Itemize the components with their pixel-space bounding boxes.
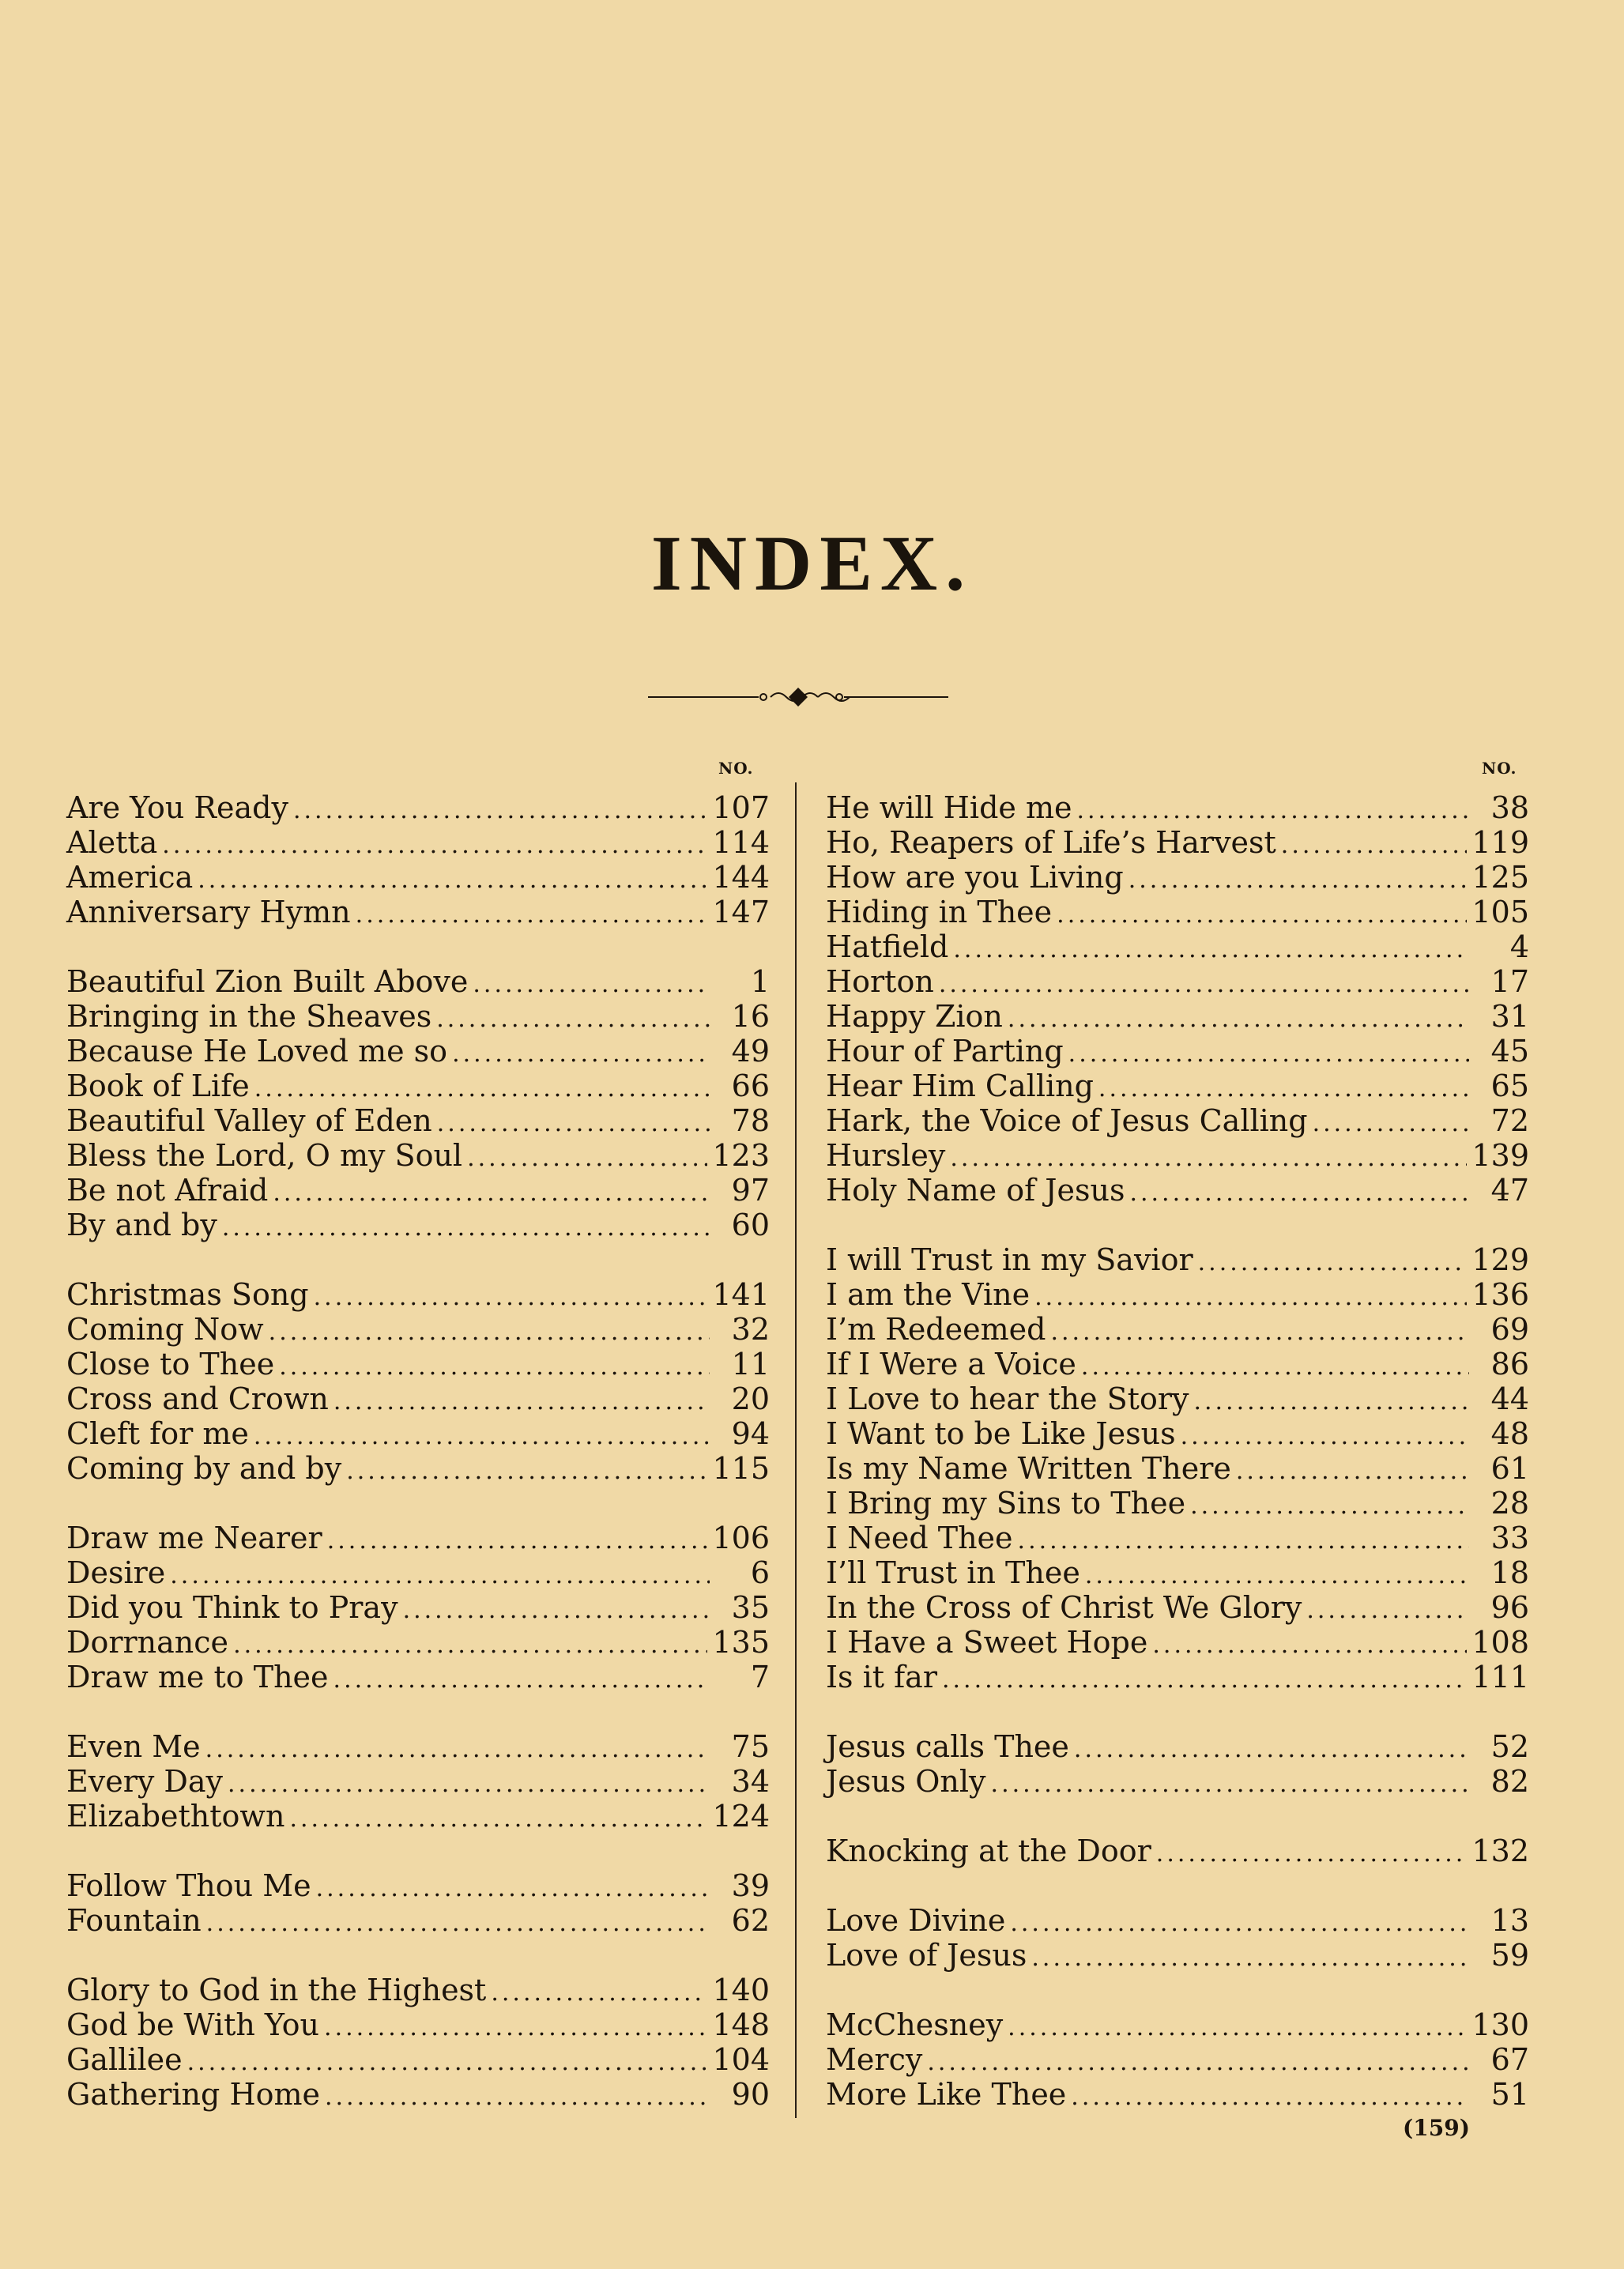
index-entry [826, 860, 1529, 895]
dot-leader [403, 1593, 710, 1628]
index-entry [826, 1660, 1529, 1694]
index-entry [826, 1486, 1529, 1521]
index-entry [66, 1625, 770, 1660]
hymn-title: If I Were a Voice [826, 1347, 1076, 1381]
dot-leader [162, 828, 707, 863]
hymn-title: Is it far [826, 1660, 937, 1694]
hymn-number: 72 [1490, 1103, 1529, 1138]
page-number: (159) [1403, 2115, 1470, 2141]
hymn-number: 65 [1490, 1069, 1529, 1103]
hymn-title: I Need Thee [826, 1521, 1013, 1555]
dot-leader [927, 2045, 1469, 2080]
left-entry-list [66, 790, 770, 2112]
index-entry [826, 2007, 1529, 2042]
index-entry [66, 999, 770, 1034]
hymn-title: Beautiful Zion Built Above [66, 964, 469, 999]
hymn-number: 75 [731, 1729, 770, 1764]
index-entry [826, 1764, 1529, 1799]
dot-leader [333, 1663, 710, 1698]
dot-leader [939, 967, 1469, 1002]
hymn-title: God be With You [66, 2007, 320, 2042]
index-entry [66, 1764, 770, 1799]
hymn-title: Fountain [66, 1903, 202, 1938]
index-entry [826, 1103, 1529, 1138]
dot-leader [356, 898, 708, 933]
hymn-number: 11 [731, 1347, 770, 1381]
hymn-number: 6 [750, 1555, 770, 1590]
hymn-number: 59 [1490, 1938, 1529, 1973]
hymn-title: Aletta [66, 825, 158, 860]
hymn-number: 60 [731, 1208, 770, 1242]
hymn-number: 90 [731, 2077, 770, 2112]
dot-leader [1071, 2080, 1469, 2115]
dot-leader [1313, 1106, 1469, 1141]
dot-leader [1129, 863, 1468, 898]
hymn-number: 108 [1471, 1625, 1529, 1660]
index-entry [826, 2077, 1529, 2112]
dot-leader [316, 1871, 710, 1906]
hymn-number: 104 [712, 2042, 770, 2077]
hymn-title: Holy Name of Jesus [826, 1173, 1125, 1208]
index-entry [66, 1590, 770, 1625]
dot-leader [1198, 1246, 1468, 1280]
dot-leader [1034, 1280, 1467, 1315]
hymn-number: 7 [750, 1660, 770, 1694]
hymn-number: 144 [712, 860, 770, 895]
hymn-title: Draw me to Thee [66, 1660, 329, 1694]
hymn-title: I Love to hear the Story [826, 1381, 1189, 1416]
hymn-number: 35 [731, 1590, 770, 1625]
index-entry [826, 825, 1529, 860]
dot-leader [187, 2045, 708, 2080]
hymn-number: 105 [1471, 895, 1529, 929]
dot-leader [1074, 1732, 1469, 1767]
hymn-title: Are You Ready [66, 790, 288, 825]
hymn-number: 135 [712, 1625, 770, 1660]
number-column-header: NO. [1482, 759, 1517, 778]
hymn-title: Bless the Lord, O my Soul [66, 1138, 463, 1173]
dot-leader [1081, 1350, 1469, 1385]
dot-leader [1190, 1489, 1469, 1524]
index-entry [826, 1590, 1529, 1625]
hymn-title: Bringing in the Sheaves [66, 999, 432, 1034]
index-entry [826, 1451, 1529, 1486]
hymn-title: Love Divine [826, 1903, 1006, 1938]
dot-leader [333, 1385, 710, 1419]
hymn-title: Did you Think to Pray [66, 1590, 398, 1625]
index-entry [66, 895, 770, 929]
index-entry [66, 1381, 770, 1416]
hymn-title: Gathering Home [66, 2077, 320, 2112]
hymn-title: Jesus calls Thee [826, 1729, 1069, 1764]
hymn-title: Every Day [66, 1764, 223, 1799]
hymn-number: 4 [1509, 929, 1529, 964]
index-entry [66, 860, 770, 895]
hymn-title: Close to Thee [66, 1347, 275, 1381]
index-entry [66, 1277, 770, 1312]
dot-leader [1031, 1941, 1469, 1976]
hymn-number: 44 [1490, 1381, 1529, 1416]
dot-leader [1050, 1315, 1469, 1350]
index-entry [826, 964, 1529, 999]
hymn-title: I Have a Sweet Hope [826, 1625, 1148, 1660]
index-entry [826, 1625, 1529, 1660]
hymn-number: 94 [731, 1416, 770, 1451]
dot-leader [991, 1767, 1469, 1802]
dot-leader [1008, 1002, 1469, 1037]
hymn-number: 130 [1471, 2007, 1529, 2042]
number-column-header: NO. [718, 759, 754, 778]
index-entry [66, 790, 770, 825]
dot-leader [206, 1906, 710, 1941]
hymn-number: 33 [1490, 1521, 1529, 1555]
hymn-number: 48 [1490, 1416, 1529, 1451]
index-entry [826, 1069, 1529, 1103]
index-entry [66, 1451, 770, 1486]
hymn-number: 32 [731, 1312, 770, 1347]
dot-leader [1076, 793, 1469, 828]
index-entry [826, 1347, 1529, 1381]
dot-leader [1281, 828, 1468, 863]
dot-leader [198, 863, 707, 898]
hymn-title: How are you Living [826, 860, 1124, 895]
hymn-title: Is my Name Written There [826, 1451, 1231, 1486]
hymn-number: 97 [731, 1173, 770, 1208]
dot-leader [1306, 1593, 1469, 1628]
hymn-number: 148 [712, 2007, 770, 2042]
index-entry [66, 1103, 770, 1138]
hymn-number: 119 [1471, 825, 1529, 860]
hymn-title: Christmas Song [66, 1277, 309, 1312]
index-entry [826, 1034, 1529, 1069]
dot-leader [325, 2080, 710, 2115]
index-entry [826, 1903, 1529, 1938]
hymn-number: 18 [1490, 1555, 1529, 1590]
dot-leader [1068, 1037, 1469, 1072]
hymn-title: Desire [66, 1555, 166, 1590]
index-entry [826, 790, 1529, 825]
ornament-divider-icon [648, 685, 948, 709]
hymn-number: 69 [1490, 1312, 1529, 1347]
hymn-number: 1 [750, 964, 770, 999]
hymn-title: Follow Thou Me [66, 1868, 311, 1903]
index-entry [66, 1173, 770, 1208]
dot-leader [346, 1454, 707, 1489]
dot-leader [1236, 1454, 1469, 1489]
hymn-number: 96 [1490, 1590, 1529, 1625]
hymn-title: Beautiful Valley of Eden [66, 1103, 432, 1138]
index-entry [826, 1555, 1529, 1590]
hymn-number: 28 [1490, 1486, 1529, 1521]
index-entry [826, 1938, 1529, 1973]
index-entry [66, 1729, 770, 1764]
dot-leader [324, 2011, 707, 2045]
hymn-title: Mercy [826, 2042, 923, 2077]
hymn-number: 31 [1490, 999, 1529, 1034]
hymn-title: Book of Life [66, 1069, 250, 1103]
dot-leader [436, 1002, 710, 1037]
hymn-title: Coming by and by [66, 1451, 342, 1486]
hymn-title: I’m Redeemed [826, 1312, 1046, 1347]
index-entry [66, 2077, 770, 2112]
hymn-title: More Like Thee [826, 2077, 1067, 2112]
index-entry [826, 999, 1529, 1034]
hymn-title: America [66, 860, 194, 895]
hymn-title: Coming Now [66, 1312, 264, 1347]
dot-leader [1129, 1176, 1469, 1211]
hymn-number: 106 [712, 1521, 770, 1555]
hymn-number: 20 [731, 1381, 770, 1416]
dot-leader [1008, 2011, 1467, 2045]
hymn-number: 45 [1490, 1034, 1529, 1069]
hymn-number: 111 [1471, 1660, 1529, 1694]
hymn-number: 49 [731, 1034, 770, 1069]
hymn-title: I’ll Trust in Thee [826, 1555, 1080, 1590]
hymn-number: 61 [1490, 1451, 1529, 1486]
index-entry [826, 1277, 1529, 1312]
hymn-title: Knocking at the Door [826, 1834, 1151, 1868]
index-entry [66, 1973, 770, 2007]
dot-leader [953, 933, 1469, 967]
dot-leader [228, 1767, 710, 1802]
hymn-title: I Bring my Sins to Thee [826, 1486, 1186, 1521]
index-entry [66, 964, 770, 999]
dot-leader [327, 1524, 708, 1559]
hymn-number: 139 [1471, 1138, 1529, 1173]
hymn-title: Horton [826, 964, 934, 999]
index-entry [66, 825, 770, 860]
hymn-number: 123 [712, 1138, 770, 1173]
dot-leader [314, 1280, 708, 1315]
hymn-number: 51 [1490, 2077, 1529, 2112]
hymn-title: By and by [66, 1208, 217, 1242]
index-entry [826, 1381, 1529, 1416]
dot-leader [1156, 1837, 1468, 1871]
hymn-number: 107 [712, 790, 770, 825]
hymn-number: 66 [731, 1069, 770, 1103]
hymn-title: McChesney [826, 2007, 1004, 2042]
index-entry [66, 1347, 770, 1381]
index-entry [826, 1138, 1529, 1173]
hymn-number: 129 [1471, 1242, 1529, 1277]
hymn-number: 86 [1490, 1347, 1529, 1381]
hymn-title: Draw me Nearer [66, 1521, 322, 1555]
index-entry [66, 1208, 770, 1242]
hymn-title: I Want to be Like Jesus [826, 1416, 1176, 1451]
hymn-number: 124 [712, 1799, 770, 1834]
index-entry [66, 1069, 770, 1103]
hymn-title: Hursley [826, 1138, 946, 1173]
dot-leader [1152, 1628, 1467, 1663]
index-entry [826, 1834, 1529, 1868]
hymn-title: I am the Vine [826, 1277, 1031, 1312]
hymn-number: 13 [1490, 1903, 1529, 1938]
hymn-title: Hark, the Voice of Jesus Calling [826, 1103, 1308, 1138]
dot-leader [950, 1141, 1467, 1176]
dot-leader [452, 1037, 710, 1072]
index-entry [826, 1312, 1529, 1347]
index-entry [826, 2042, 1529, 2077]
dot-leader [1010, 1906, 1469, 1941]
dot-leader [491, 1976, 707, 2011]
hymn-number: 67 [1490, 2042, 1529, 2077]
hymn-number: 62 [731, 1903, 770, 1938]
dot-leader [1098, 1072, 1469, 1106]
hymn-number: 114 [712, 825, 770, 860]
hymn-number: 82 [1490, 1764, 1529, 1799]
hymn-number: 47 [1490, 1173, 1529, 1208]
hymn-title: Ho, Reapers of Life’s Harvest [826, 825, 1276, 860]
index-entry [66, 1312, 770, 1347]
hymn-title: Because He Loved me so [66, 1034, 448, 1069]
hymn-title: Hiding in Thee [826, 895, 1053, 929]
dot-leader [289, 1802, 707, 1837]
hymn-title: Happy Zion [826, 999, 1003, 1034]
dot-leader [1193, 1385, 1469, 1419]
hymn-number: 125 [1471, 860, 1529, 895]
dot-leader [269, 1315, 710, 1350]
hymn-title: Hear Him Calling [826, 1069, 1094, 1103]
dot-leader [437, 1106, 710, 1141]
hymn-title: Hour of Parting [826, 1034, 1064, 1069]
dot-leader [1181, 1419, 1469, 1454]
hymn-title: Glory to God in the Highest [66, 1973, 487, 2007]
dot-leader [222, 1211, 710, 1246]
hymn-number: 132 [1471, 1834, 1529, 1868]
dot-leader [942, 1663, 1467, 1698]
dot-leader [279, 1350, 710, 1385]
hymn-number: 16 [731, 999, 770, 1034]
hymn-number: 78 [731, 1103, 770, 1138]
hymn-title: Anniversary Hymn [66, 895, 351, 929]
index-entry [66, 2007, 770, 2042]
dot-leader [254, 1072, 710, 1106]
hymn-title: Cleft for me [66, 1416, 249, 1451]
dot-leader [293, 793, 708, 828]
dot-leader [170, 1559, 710, 1593]
hymn-title: Hatfield [826, 929, 949, 964]
hymn-title: Gallilee [66, 2042, 183, 2077]
dot-leader [1085, 1559, 1469, 1593]
hymn-number: 17 [1490, 964, 1529, 999]
index-entry [66, 1660, 770, 1694]
dot-leader [254, 1419, 710, 1454]
index-entry [66, 1555, 770, 1590]
index-entry [66, 1903, 770, 1938]
hymn-title: Dorrnance [66, 1625, 229, 1660]
hymn-number: 136 [1471, 1277, 1529, 1312]
hymn-title: In the Cross of Christ We Glory [826, 1590, 1302, 1625]
index-entry [66, 1521, 770, 1555]
index-entry [66, 2042, 770, 2077]
index-entry [826, 1173, 1529, 1208]
hymn-number: 38 [1490, 790, 1529, 825]
dot-leader [205, 1732, 710, 1767]
page-title: INDEX. [650, 519, 974, 607]
hymn-number: 39 [731, 1868, 770, 1903]
hymn-title: I will Trust in my Savior [826, 1242, 1193, 1277]
column-divider [795, 782, 797, 2118]
dot-leader [1057, 898, 1467, 933]
hymn-number: 34 [731, 1764, 770, 1799]
dot-leader [473, 967, 710, 1002]
index-entry [826, 1521, 1529, 1555]
index-entry [66, 1416, 770, 1451]
index-entry [826, 895, 1529, 929]
hymn-title: Be not Afraid [66, 1173, 269, 1208]
dot-leader [233, 1628, 707, 1663]
index-entry [66, 1138, 770, 1173]
hymn-title: He will Hide me [826, 790, 1072, 825]
index-entry [826, 1729, 1529, 1764]
index-entry [826, 1242, 1529, 1277]
hymn-title: Love of Jesus [826, 1938, 1027, 1973]
right-entry-list [826, 790, 1529, 2112]
hymn-title: Jesus Only [826, 1764, 986, 1799]
index-entry [826, 1416, 1529, 1451]
hymn-number: 141 [712, 1277, 770, 1312]
hymn-number: 115 [712, 1451, 770, 1486]
index-entry [66, 1799, 770, 1834]
hymn-title: Elizabethtown [66, 1799, 285, 1834]
index-entry [826, 929, 1529, 964]
index-entry [66, 1034, 770, 1069]
hymn-number: 147 [712, 895, 770, 929]
dot-leader [467, 1141, 707, 1176]
hymn-number: 140 [712, 1973, 770, 2007]
hymn-number: 52 [1490, 1729, 1529, 1764]
hymn-title: Even Me [66, 1729, 201, 1764]
index-entry [66, 1868, 770, 1903]
dot-leader [273, 1176, 710, 1211]
hymn-title: Cross and Crown [66, 1381, 329, 1416]
dot-leader [1018, 1524, 1469, 1559]
